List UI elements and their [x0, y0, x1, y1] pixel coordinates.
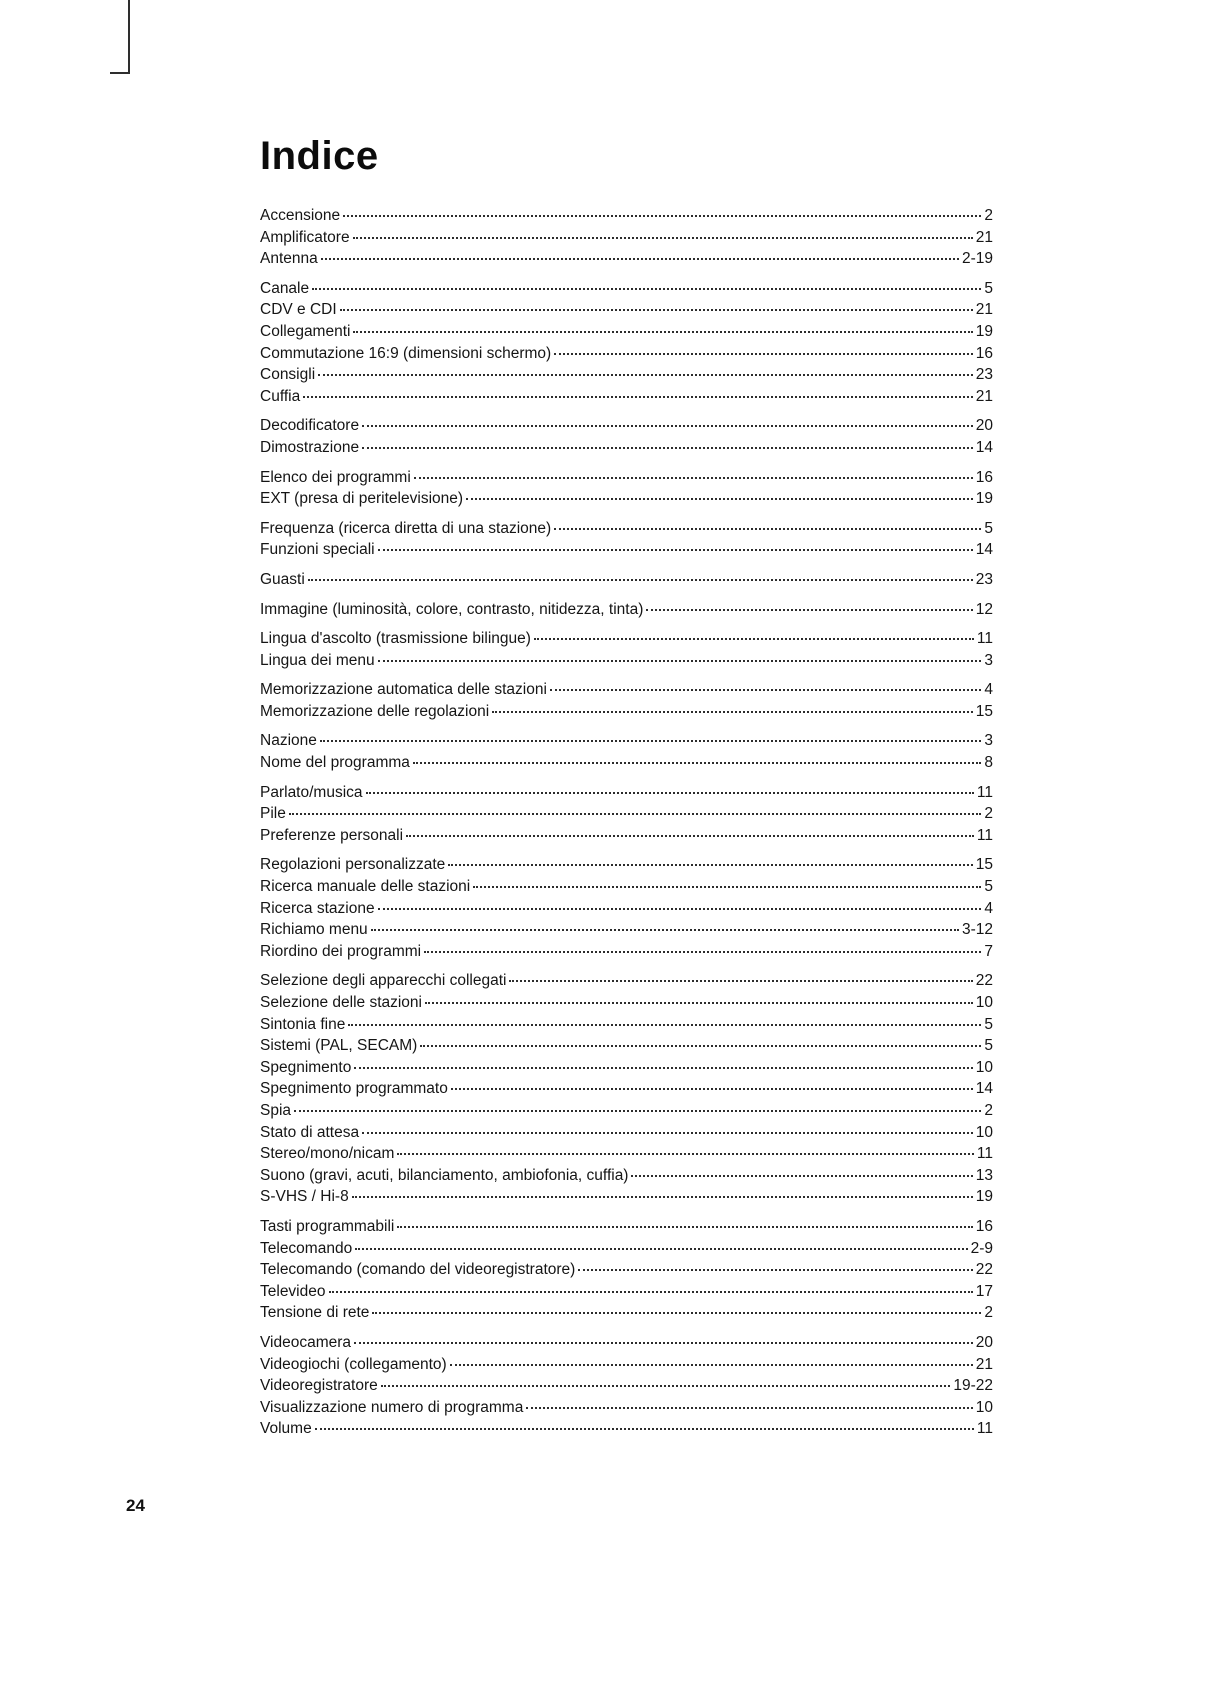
entry-page: 8 [984, 754, 993, 772]
entry-label: Frequenza (ricerca diretta di una stazione) [260, 519, 552, 537]
entry-page: 3 [984, 732, 993, 750]
entry-label: Elenco dei programmi [260, 468, 411, 486]
index-entry [260, 1397, 993, 1419]
index-entry [260, 227, 993, 249]
entry-label: Memorizzazione delle regolazioni [260, 702, 490, 720]
entry-page: 14 [975, 541, 993, 559]
index-entry [260, 854, 993, 876]
entry-label: Stereo/mono/nicam [260, 1145, 395, 1163]
entry-page: 10 [975, 1058, 993, 1076]
entry-page: 19 [975, 1188, 993, 1206]
entry-label: Selezione degli apparecchi collegati [260, 972, 507, 990]
entry-label: Nome del programma [260, 754, 410, 772]
entry-page: 10 [975, 1123, 993, 1141]
index-entry [260, 569, 993, 591]
entry-page: 22 [975, 1261, 993, 1279]
index-entry [260, 825, 993, 847]
index-group [260, 679, 993, 722]
entry-label: Richiamo menu [260, 921, 368, 939]
index-entry [260, 278, 993, 300]
entry-page: 3-12 [961, 921, 993, 939]
entry-label: Volume [260, 1420, 312, 1438]
entry-page: 2 [984, 1101, 993, 1119]
index-group [260, 415, 993, 458]
entry-page: 21 [975, 301, 993, 319]
index-entry [260, 437, 993, 459]
entry-page: 22 [975, 972, 993, 990]
index-entry [260, 1165, 993, 1187]
entry-page: 12 [975, 600, 993, 618]
index-entry [260, 730, 993, 752]
index-entry [260, 1186, 993, 1208]
index-entry [260, 467, 993, 489]
entry-label: Sistemi (PAL, SECAM) [260, 1037, 418, 1055]
index-entry [260, 1035, 993, 1057]
index-entry [260, 1302, 993, 1324]
entry-label: Preferenze personali [260, 826, 404, 844]
entry-label: Videoregistratore [260, 1377, 378, 1395]
entry-page: 16 [975, 468, 993, 486]
index-entry [260, 539, 993, 561]
entry-label: Telecomando [260, 1239, 353, 1257]
entry-page: 14 [975, 438, 993, 456]
entry-page: 14 [975, 1080, 993, 1098]
page-title: Indice [260, 134, 379, 178]
entry-page: 2 [984, 1304, 993, 1322]
entry-label: Riordino dei programmi [260, 942, 422, 960]
index-entry [260, 1122, 993, 1144]
entry-label: Guasti [260, 570, 305, 588]
entry-page: 11 [976, 630, 993, 648]
entry-page: 4 [984, 899, 993, 917]
index-entry [260, 803, 993, 825]
index-entry [260, 1354, 993, 1376]
entry-page: 5 [984, 1015, 993, 1033]
entry-page: 23 [975, 570, 993, 588]
index-page [260, 134, 993, 1448]
entry-label: Amplificatore [260, 228, 350, 246]
entry-label: Sintonia fine [260, 1015, 346, 1033]
index-entry [260, 518, 993, 540]
entry-page: 11 [976, 826, 993, 844]
entry-label: Antenna [260, 250, 318, 268]
index-group [260, 970, 993, 1208]
entry-page: 11 [976, 1145, 993, 1163]
index-group [260, 1332, 993, 1440]
entry-label: Commutazione 16:9 (dimensioni schermo) [260, 344, 552, 362]
entry-label: Decodificatore [260, 417, 360, 435]
index-entry [260, 321, 993, 343]
entry-label: Canale [260, 279, 310, 297]
entry-page: 17 [975, 1282, 993, 1300]
index-entry [260, 299, 993, 321]
entry-page: 2 [984, 207, 993, 224]
entry-page: 21 [975, 228, 993, 246]
entry-page: 5 [984, 878, 993, 896]
index-entry [260, 752, 993, 774]
entry-page: 16 [975, 1217, 993, 1235]
index-entry [260, 679, 993, 701]
entry-label: Stato di attesa [260, 1123, 360, 1141]
entry-label: Memorizzazione automatica delle stazioni [260, 681, 547, 699]
entry-page: 20 [975, 1333, 993, 1351]
entry-label: Ricerca manuale delle stazioni [260, 878, 471, 896]
entry-label: Tensione di rete [260, 1304, 370, 1322]
entry-page: 20 [975, 417, 993, 435]
index-group [260, 518, 993, 561]
entry-label: Regolazioni personalizzate [260, 856, 446, 874]
index-entry [260, 876, 993, 898]
entry-label: Ricerca stazione [260, 899, 375, 917]
index-entry [260, 386, 993, 408]
entry-label: Spegnimento [260, 1058, 352, 1076]
entry-label: Telecomando (comando del videoregistratore) [260, 1261, 576, 1279]
entry-page: 21 [975, 1355, 993, 1373]
entry-label: S-VHS / Hi-8 [260, 1188, 349, 1206]
index-entry [260, 1259, 993, 1281]
index-entry [260, 898, 993, 920]
entry-page: 11 [976, 783, 993, 801]
entry-page: 2-9 [970, 1239, 993, 1257]
entry-page: 10 [975, 1398, 993, 1416]
entry-label: Televideo [260, 1282, 326, 1300]
entry-page: 5 [984, 1037, 993, 1055]
entry-label: Nazione [260, 732, 317, 750]
index-group [260, 730, 993, 773]
entry-page: 5 [984, 279, 993, 297]
index-group [260, 599, 993, 621]
index-entry [260, 919, 993, 941]
index-list [260, 205, 993, 1440]
entry-label: Tasti programmabili [260, 1217, 395, 1235]
index-entry [260, 1143, 993, 1165]
entry-page: 7 [984, 942, 993, 960]
index-group [260, 1216, 993, 1324]
index-entry [260, 701, 993, 723]
index-entry [260, 970, 993, 992]
entry-page: 2 [984, 805, 993, 823]
entry-page: 15 [975, 856, 993, 874]
index-entry [260, 628, 993, 650]
entry-page: 2-19 [961, 250, 993, 268]
entry-label: Consigli [260, 366, 316, 384]
entry-page: 19-22 [953, 1377, 993, 1395]
index-group [260, 467, 993, 510]
index-group [260, 628, 993, 671]
entry-label: Lingua dei menu [260, 651, 375, 669]
entry-page: 13 [975, 1166, 993, 1184]
entry-label: CDV e CDI [260, 301, 337, 319]
entry-label: Parlato/musica [260, 783, 363, 801]
entry-label: Lingua d'ascolto (trasmissione bilingue) [260, 630, 531, 648]
index-entry [260, 1238, 993, 1260]
index-entry [260, 1057, 993, 1079]
index-entry [260, 1216, 993, 1238]
entry-page: 11 [976, 1420, 993, 1438]
entry-label: Spia [260, 1101, 292, 1119]
entry-page: 5 [984, 519, 993, 537]
index-entry [260, 599, 993, 621]
entry-label: Visualizzazione numero di programma [260, 1398, 524, 1416]
entry-page: 19 [975, 490, 993, 508]
index-group [260, 569, 993, 591]
entry-label: Cuffia [260, 387, 301, 405]
entry-page: 3 [984, 651, 993, 669]
entry-page: 21 [975, 387, 993, 405]
index-entry [260, 992, 993, 1014]
entry-label: Pile [260, 805, 286, 823]
entry-page: 15 [975, 702, 993, 720]
index-entry [260, 782, 993, 804]
entry-label: Videogiochi (collegamento) [260, 1355, 447, 1373]
scan-corner-mark [110, 0, 130, 74]
index-entry [260, 941, 993, 963]
index-entry [260, 205, 993, 227]
entry-label: Spegnimento programmato [260, 1080, 448, 1098]
entry-page: 19 [975, 322, 993, 340]
entry-label: EXT (presa di peritelevisione) [260, 490, 464, 508]
index-entry [260, 343, 993, 365]
entry-page: 16 [975, 344, 993, 362]
entry-label: Selezione delle stazioni [260, 994, 422, 1011]
entry-label: Videocamera [260, 1333, 352, 1351]
index-entry [260, 1014, 993, 1036]
page-number: 24 [126, 1496, 145, 1515]
entry-page: 23 [975, 366, 993, 384]
index-entry [260, 650, 993, 672]
index-entry [260, 248, 993, 270]
entry-page: 10 [975, 994, 993, 1011]
entry-label: Funzioni speciali [260, 541, 375, 559]
index-entry [260, 1332, 993, 1354]
index-group [260, 782, 993, 847]
index-entry [260, 488, 993, 510]
entry-label: Collegamenti [260, 322, 351, 340]
entry-label: Dimostrazione [260, 438, 360, 456]
entry-page: 4 [984, 681, 993, 699]
index-entry [260, 1281, 993, 1303]
index-group [260, 854, 993, 962]
index-entry [260, 415, 993, 437]
index-entry [260, 1100, 993, 1122]
index-entry [260, 1375, 993, 1397]
index-entry [260, 1418, 993, 1440]
index-entry [260, 364, 993, 386]
entry-label: Suono (gravi, acuti, bilanciamento, ambiofonia, cuffia) [260, 1166, 629, 1184]
entry-label: Immagine (luminosità, colore, contrasto, nitidezza, tinta) [260, 600, 644, 618]
index-group [260, 278, 993, 408]
index-group [260, 205, 993, 270]
entry-label: Accensione [260, 207, 341, 224]
index-entry [260, 1078, 993, 1100]
